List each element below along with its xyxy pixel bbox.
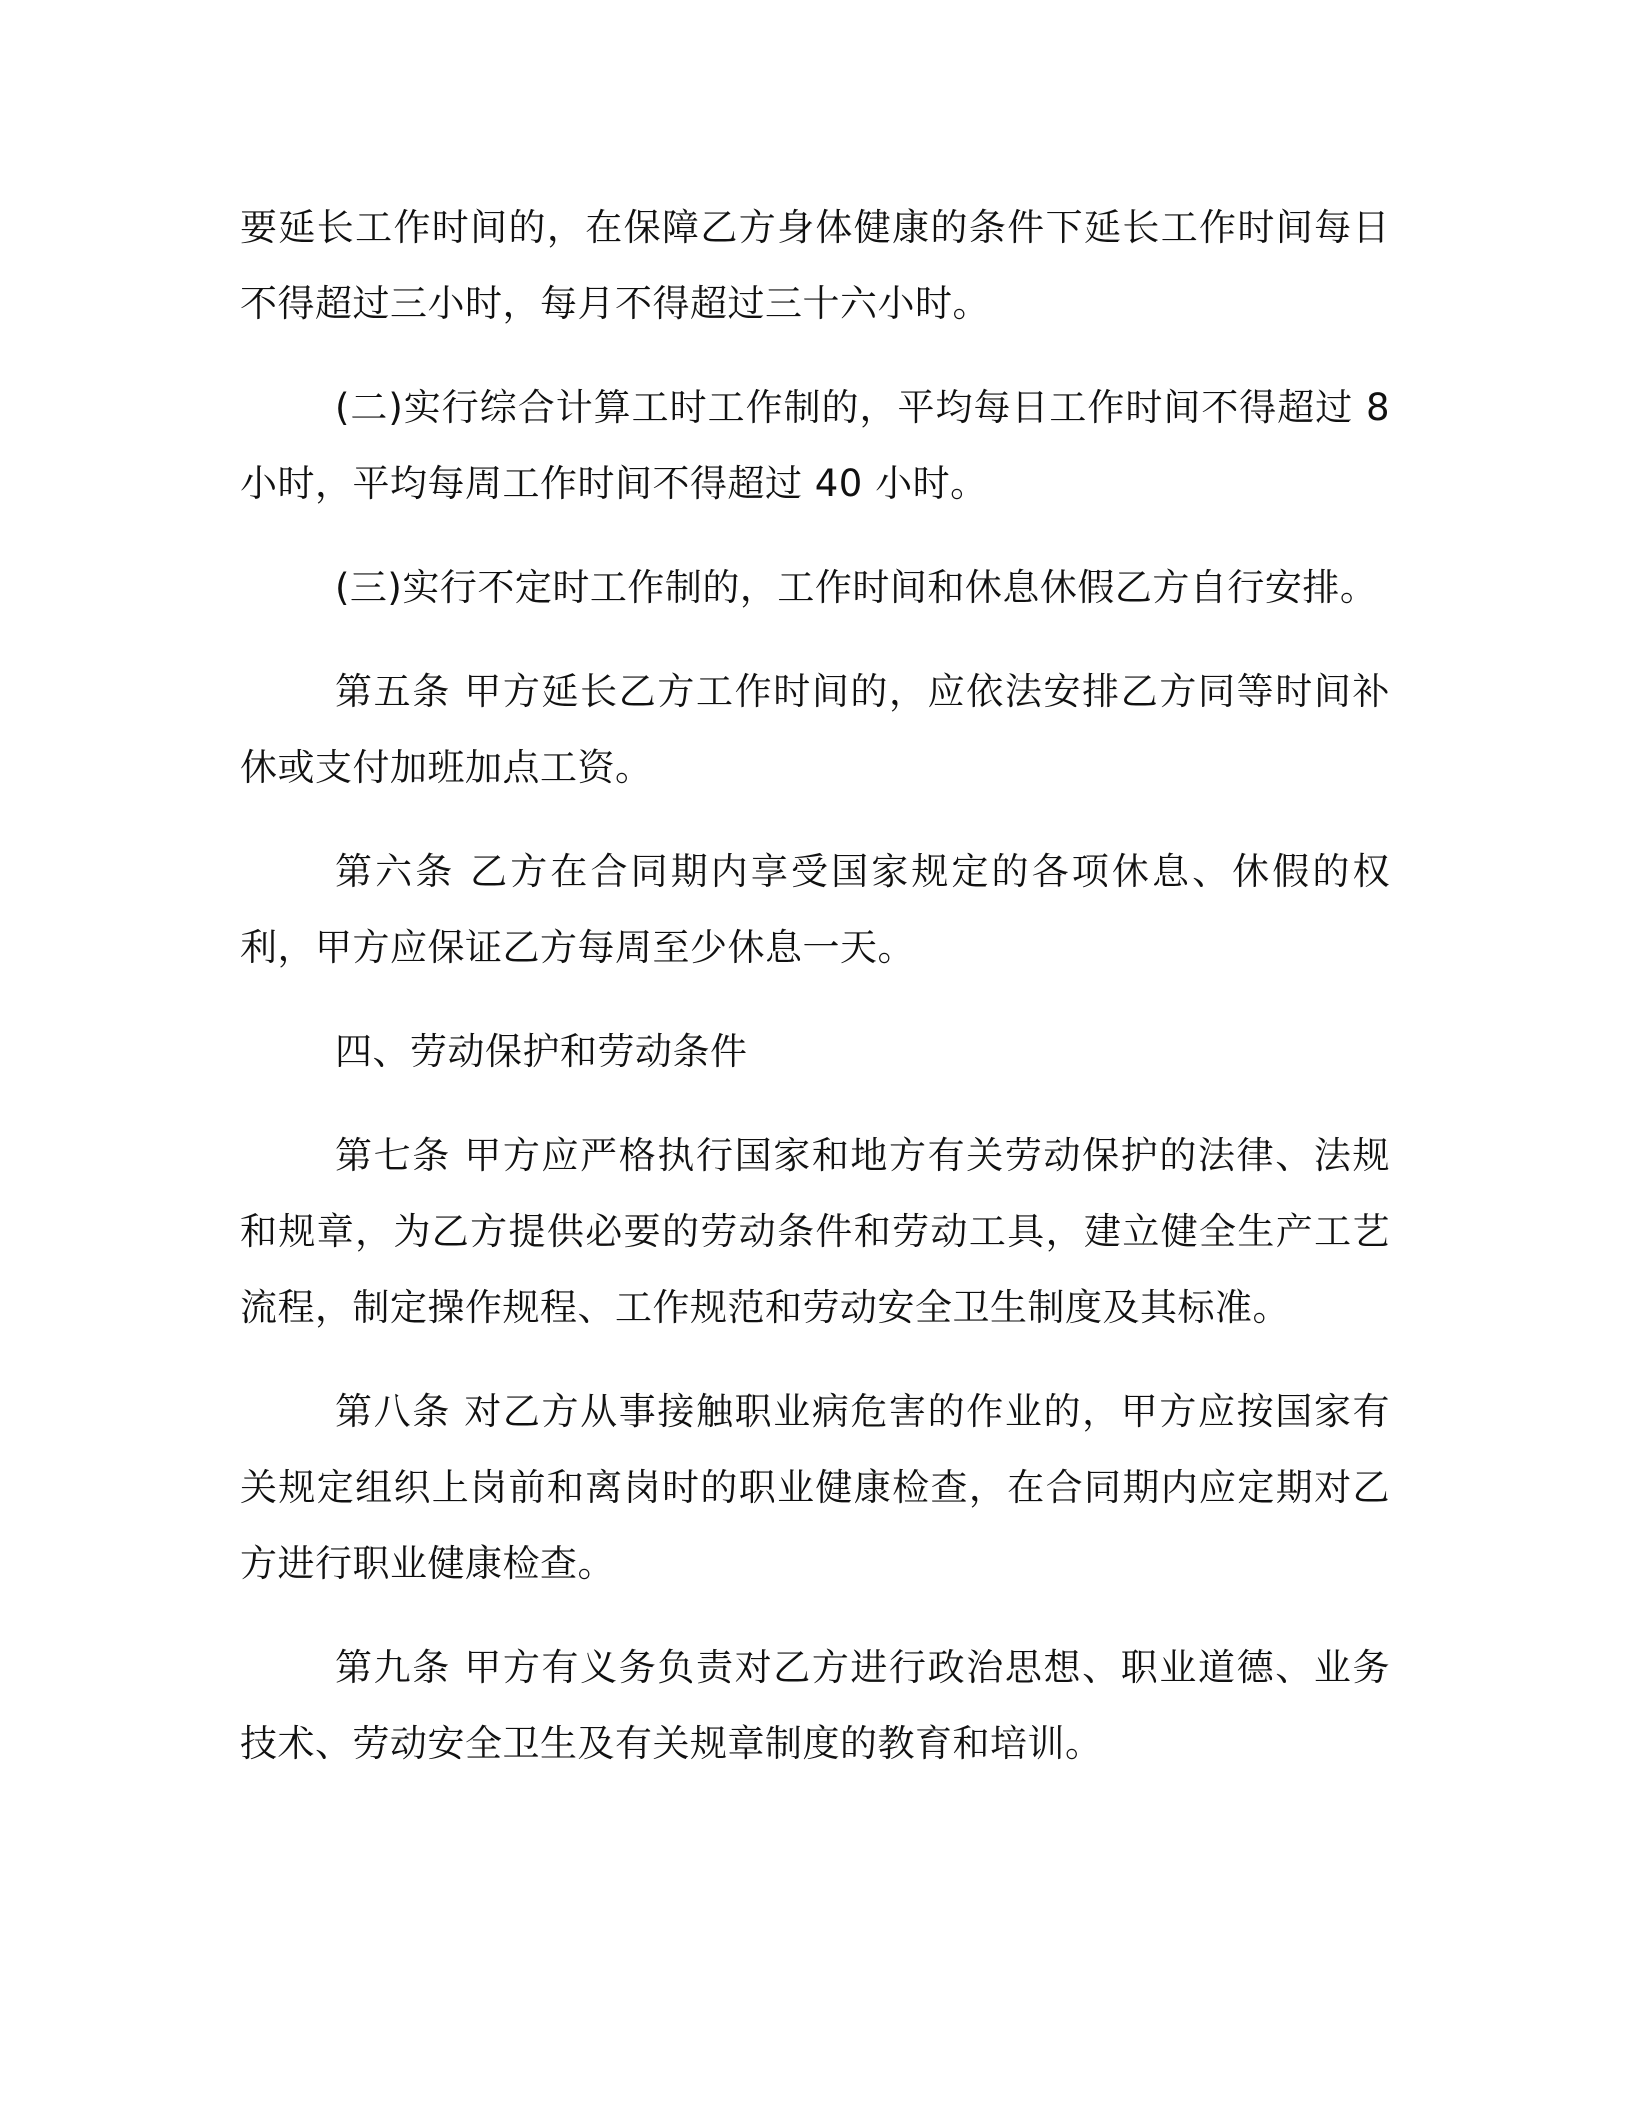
document-body	[240, 190, 1390, 1810]
paragraph-article-9: 第九条 甲方有义务负责对乙方进行政治思想、职业道德、业务技术、劳动安全卫生及有关规章制度的教育和培训。	[240, 1646, 1390, 1765]
paragraph-article-7: 第七条 甲方应严格执行国家和地方有关劳动保护的法律、法规和规章，为乙方提供必要的劳动条件和劳动工具，建立健全生产工艺流程，制定操作规程、工作规范和劳动安全卫生制度及其标准。	[240, 1134, 1390, 1329]
paragraph-article-5: 第五条 甲方延长乙方工作时间的，应依法安排乙方同等时间补休或支付加班加点工资。	[240, 670, 1390, 789]
paragraph-item-two: (二)实行综合计算工时工作制的，平均每日工作时间不得超过 8 小时，平均每周工作时间不得超过 40 小时。	[240, 386, 1390, 505]
paragraph-article-8: 第八条 对乙方从事接触职业病危害的作业的，甲方应按国家有关规定组织上岗前和离岗时的职业健康检查，在合同期内应定期对乙方进行职业健康检查。	[240, 1390, 1390, 1585]
paragraph-item-three: (三)实行不定时工作制的，工作时间和休息休假乙方自行安排。	[335, 566, 1378, 609]
section-heading-labor-protection: 四、劳动保护和劳动条件	[335, 1030, 748, 1073]
paragraph-continuation: 要延长工作时间的，在保障乙方身体健康的条件下延长工作时间每日不得超过三小时，每月不得超过三十六小时。	[240, 206, 1390, 325]
paragraph-article-6: 第六条 乙方在合同期内享受国家规定的各项休息、休假的权利，甲方应保证乙方每周至少休息一天。	[240, 850, 1390, 969]
